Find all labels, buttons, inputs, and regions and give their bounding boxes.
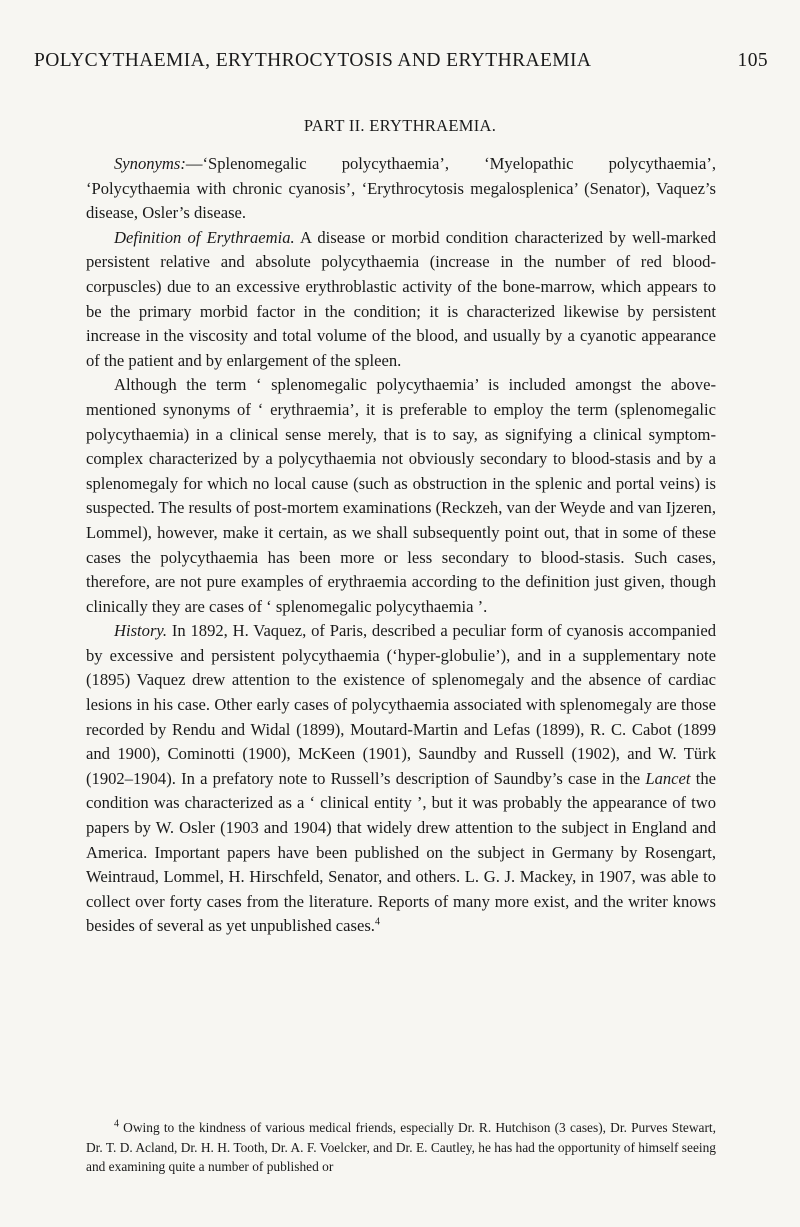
although-paragraph bbox=[86, 373, 716, 619]
synonyms-lead: Synonyms: bbox=[114, 154, 186, 173]
footnote bbox=[86, 1118, 716, 1177]
history-paragraph bbox=[86, 619, 716, 939]
page-number: 105 bbox=[737, 50, 768, 71]
body-text bbox=[86, 152, 716, 939]
synonyms-text: —‘Splenomegalic polycythaemia’, ‘Myelopathic polycythaemia’, ‘Polycythaemia with chronic cyanosis’, ‘Erythrocytosis megalosplenica’ (Senator), Vaquez’s disease, Osler’s disease. bbox=[86, 154, 716, 223]
footnote-reference: 4 bbox=[374, 916, 380, 928]
section-title: PART II. ERYTHRAEMIA. bbox=[303, 116, 497, 135]
running-title: POLYCYTHAEMIA, ERYTHROCYTOSIS AND ERYTHRAEMIA bbox=[34, 50, 592, 71]
footnote-paragraph bbox=[86, 1118, 716, 1177]
history-text-2: the condition was characterized as a ‘ clinical entity ’, but it was probably the appearance of two papers by W. Osler (1903 and 1904) that widely drew attention to the subject in England and America. Important papers have been published on the subject in Germany by Rosengart, Weintraud, Lommel, H. Hirschfeld, Senator, and others. L. G. J. Mackey, in 1907, was able to collect over forty cases from the literature. Reports of many more exist, and the writer knows besides of several as yet unpublished cases. bbox=[86, 768, 717, 936]
running-header bbox=[34, 50, 768, 72]
although-text: Although the term ‘ splenomegalic polycythaemia’ is included amongst the above-mentioned synonyms of ‘ erythraemia’, it is preferable to employ the term (splenomegalic polycythaemia) in a clinical sense merely, that is to say, as signifying a clinical symptom-complex characterized by a polycythaemia not obviously secondary to blood-stasis and by a splenomegaly for which no local cause (such as obstruction in the splenic and portal veins) is suspected. The results of post-mortem examinations (Reckzeh, van der Weyde and van Ijzeren, Lommel), however, make it certain, as we shall subsequently point out, that in some of these cases the polycythaemia has been more or less secondary to blood-stasis. Such cases, therefore, are not pure examples of erythraemia according to the definition just given, though clinically they are cases of ‘ splenomegalic polycythaemia ’. bbox=[86, 375, 716, 616]
synonyms-paragraph bbox=[86, 152, 716, 226]
history-text-1: In 1892, H. Vaquez, of Paris, described a peculiar form of cyanosis accompanied by excessive and persistent polycythaemia (‘hyper-globulie’), and in a supplementary note (1895) Vaquez drew attention to the existence of splenomegaly and the absence of cardiac lesions in his case. Other early cases of polycythaemia associated with splenomegaly are those recorded by Rendu and Widal (1899), Moutard-Martin and Lefas (1899), R. C. Cabot (1899 and 1900), Cominotti (1900), McKeen (1901), Saundby and Russell (1902), and W. Türk (1902–1904). In a prefatory note to Russell’s description of Saundby’s case in the bbox=[86, 621, 716, 788]
definition-lead: Definition of Erythraemia. bbox=[114, 227, 295, 247]
footnote-text: Owing to the kindness of various medical friends, especially Dr. R. Hutchison (3 cases), Dr. Purves Stewart, Dr. T. D. Acland, Dr. H. H. Tooth, Dr. A. F. Voelcker, and Dr. E. Cautley, he has had the opportunity of himself seeing and examining quite a number of published or bbox=[86, 1120, 716, 1175]
definition-paragraph bbox=[86, 226, 716, 374]
definition-text: A disease or morbid condition characterized by well-marked persistent relative and absolute polycythaemia (increase in the number of red blood-corpuscles) due to an excessive erythroblastic activity of the bone-marrow, which appears to be the primary morbid factor in the condition; it is characterized likewise by persistent increase in the viscosity and total volume of the blood, and usually by a cyanotic appearance of the patient and by enlargement of the spleen. bbox=[86, 227, 716, 370]
history-lead: History. bbox=[114, 621, 168, 641]
lancet-title: Lancet bbox=[645, 768, 691, 788]
footnote-mark: 4 bbox=[114, 1118, 119, 1130]
